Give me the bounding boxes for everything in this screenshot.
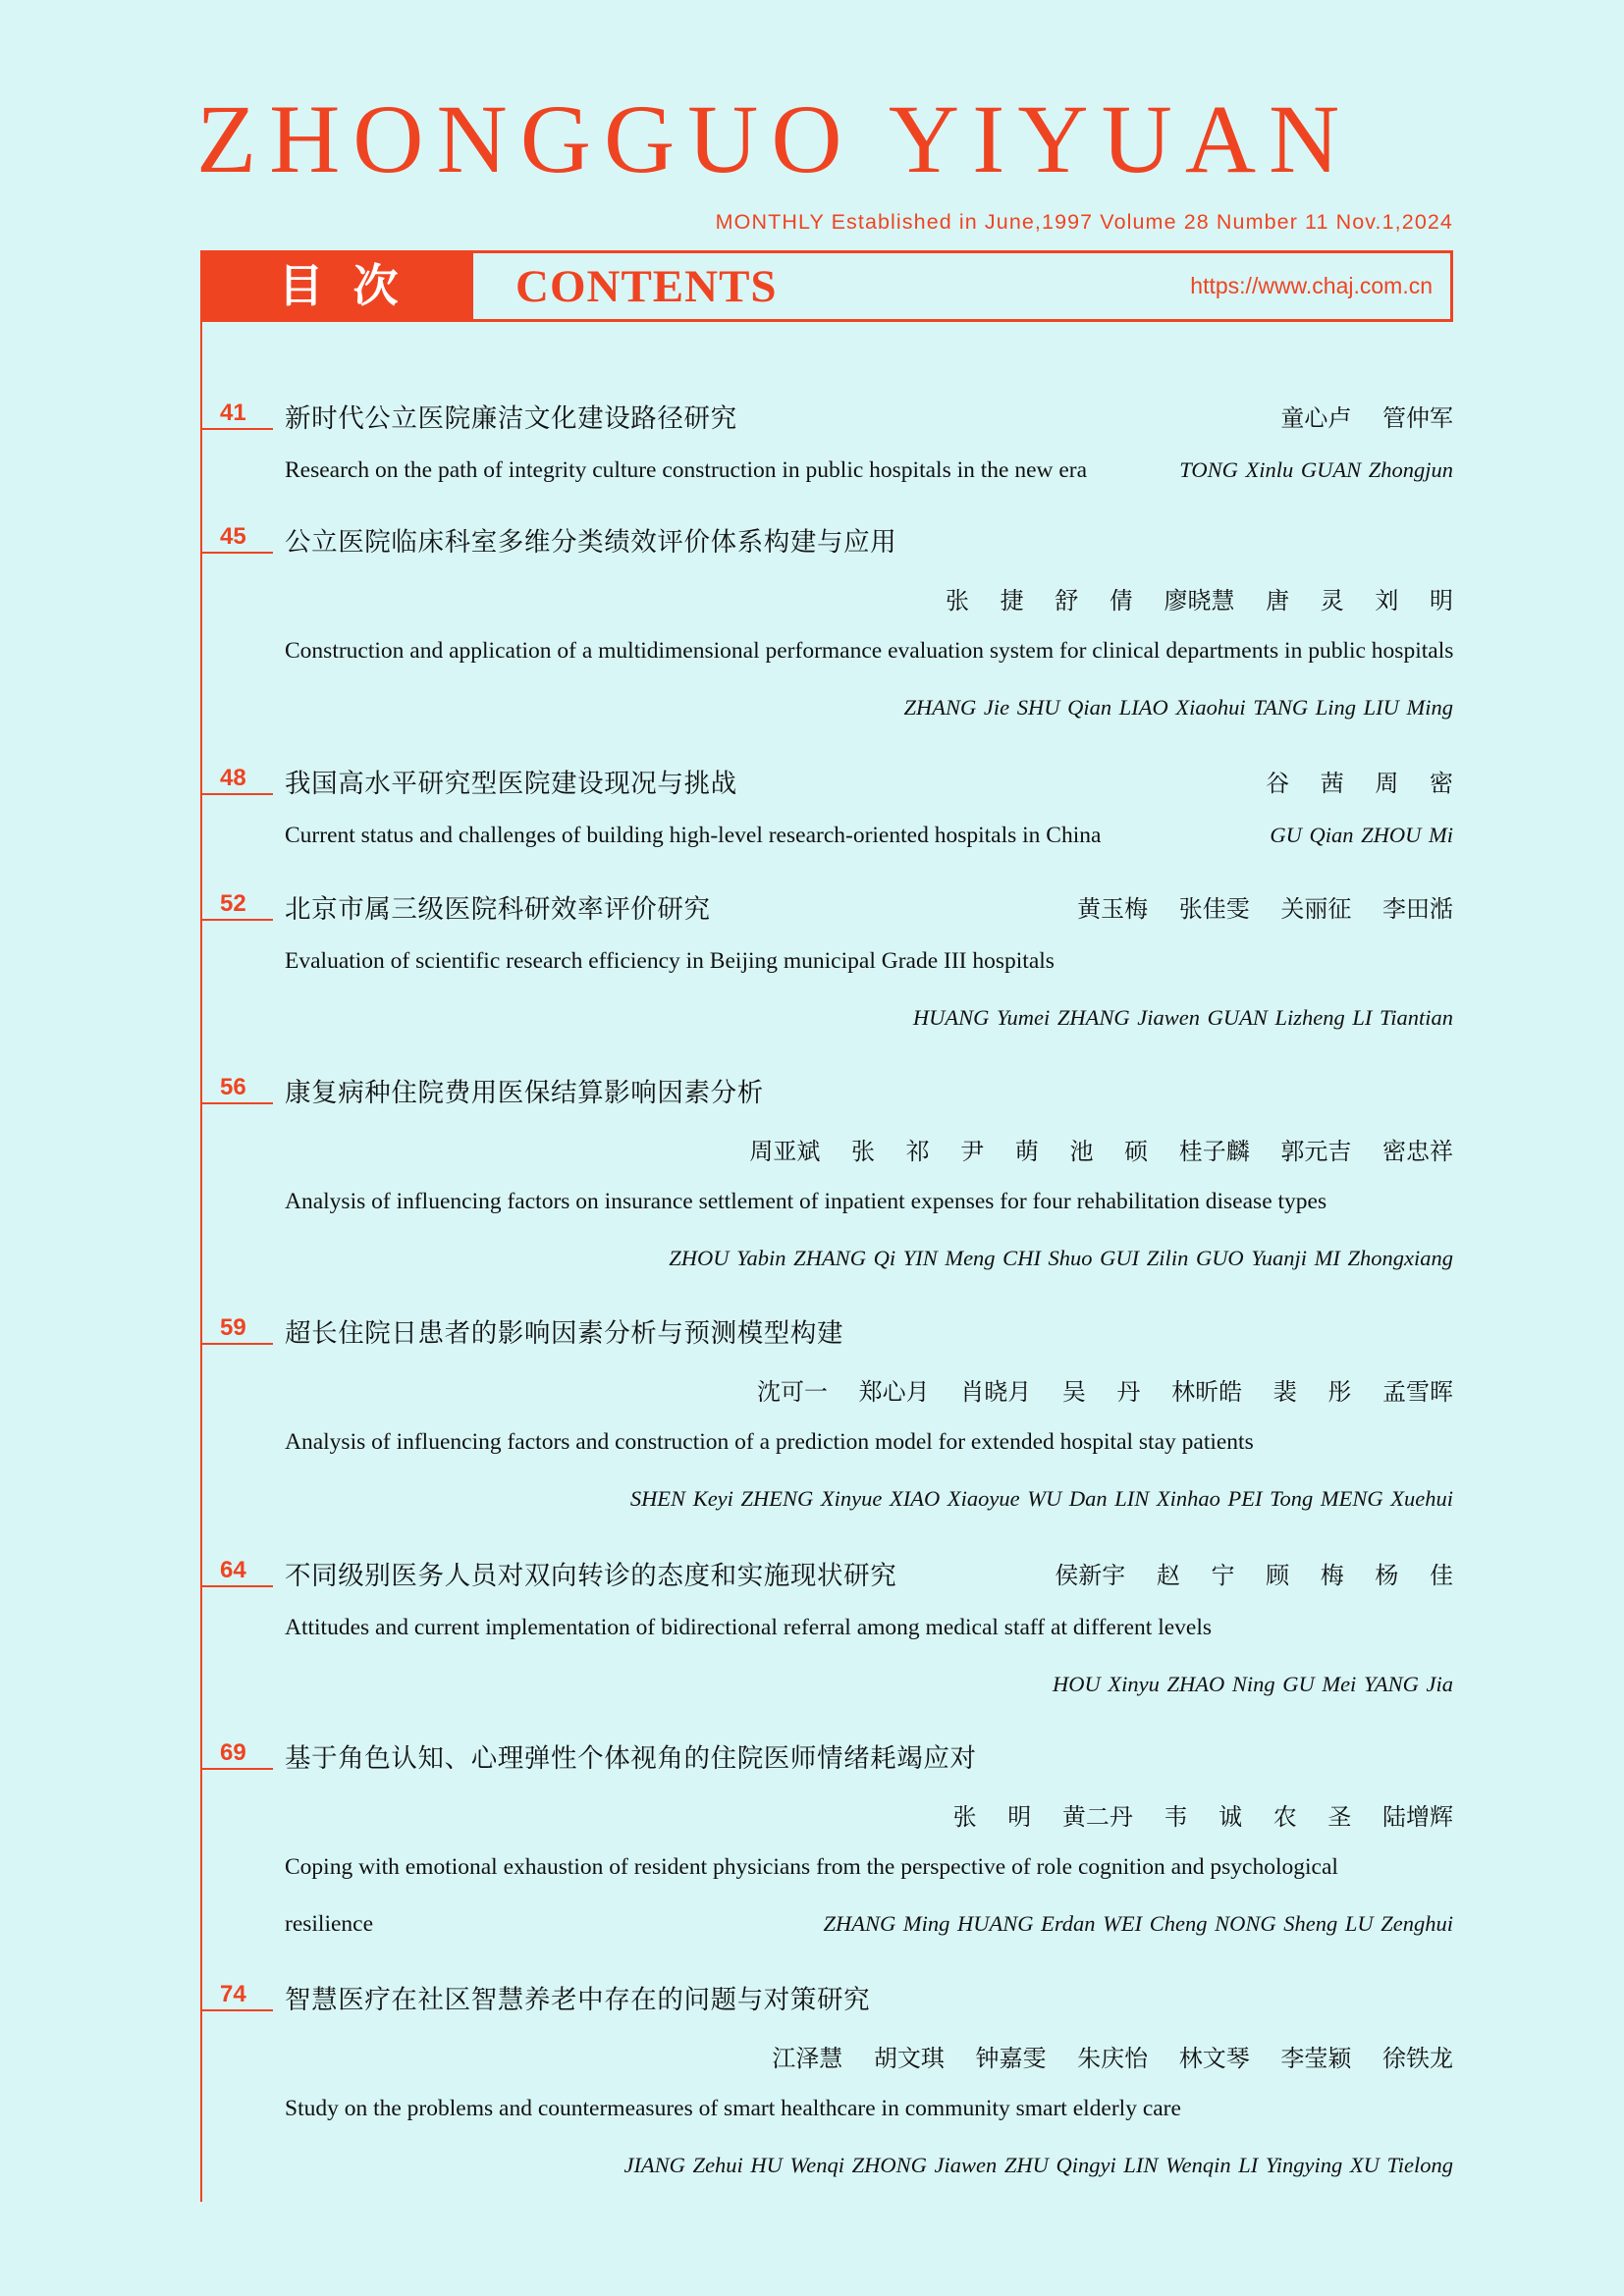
en-authors: SHEN Keyi ZHENG Xinyue XIAO Xiaoyue WU Dan LIN Xinhao PEI Tong MENG Xuehui bbox=[629, 1486, 1453, 1511]
en-title: Attitudes and current implementation of bidirectional referral among medical staff at different levels bbox=[285, 1615, 1213, 1640]
en-title: Research on the path of integrity culture construction in public hospitals in the new era bbox=[285, 457, 1088, 483]
page-number: 45 bbox=[200, 522, 273, 554]
cn-authors: 侯新宇 赵 宁 顾 梅 杨 佳 bbox=[1055, 1562, 1453, 1589]
en-title: Evaluation of scientific research efficiency in Beijing municipal Grade III hospitals bbox=[285, 948, 1055, 974]
cn-authors: 童心卢 管仲军 bbox=[1280, 404, 1453, 432]
journal-url-link[interactable]: https://www.chaj.com.cn bbox=[1190, 273, 1433, 298]
banner-cn-label: 目次 bbox=[203, 253, 473, 319]
page-number: 56 bbox=[200, 1073, 273, 1104]
en-title: Construction and application of a multidimensional performance evaluation system for clinical departments in public hospitals bbox=[285, 638, 1454, 664]
en-title: Coping with emotional exhaustion of resident physicians from the perspective of role cognition and psychological bbox=[285, 1854, 1338, 1880]
banner-en-label: CONTENTS bbox=[515, 261, 778, 312]
left-rule bbox=[200, 322, 202, 2202]
cn-authors: 沈可一 郑心月 肖晓月 吴 丹 林昕皓 裴 彤 孟雪晖 bbox=[756, 1378, 1453, 1406]
cn-authors: 黄玉梅 张佳雯 关丽征 李田湉 bbox=[1077, 895, 1453, 923]
cn-title: 超长住院日患者的影响因素分析与预测模型构建 bbox=[285, 1318, 844, 1349]
cn-authors: 江泽慧 胡文琪 钟嘉雯 朱庆怡 林文琴 李莹颖 徐铁龙 bbox=[772, 2045, 1453, 2072]
contents-banner bbox=[200, 250, 1453, 322]
en-title: Analysis of influencing factors on insurance settlement of inpatient expenses for four rehabilitation disease types bbox=[285, 1189, 1327, 1214]
en-authors: HUANG Yumei ZHANG Jiawen GUAN Lizheng LI Tiantian bbox=[912, 1005, 1453, 1030]
en-authors: JIANG Zehui HU Wenqi ZHONG Jiawen ZHU Qingyi LIN Wenqin LI Yingying XU Tielong bbox=[623, 2153, 1453, 2177]
page-number: 69 bbox=[200, 1738, 273, 1770]
en-authors: GU Qian ZHOU Mi bbox=[1270, 823, 1453, 847]
en-title-continuation: resilience bbox=[285, 1911, 374, 1937]
page-number: 74 bbox=[200, 1980, 273, 2011]
cn-authors: 谷 茜 周 密 bbox=[1266, 770, 1453, 797]
cn-title: 公立医院临床科室多维分类绩效评价体系构建与应用 bbox=[285, 527, 897, 558]
cn-title: 基于角色认知、心理弹性个体视角的住院医师情绪耗竭应对 bbox=[285, 1743, 977, 1774]
cn-title: 智慧医疗在社区智慧养老中存在的问题与对策研究 bbox=[285, 1985, 871, 2015]
en-authors: ZHANG Jie SHU Qian LIAO Xiaohui TANG Ling LIU Ming bbox=[903, 695, 1453, 720]
page-number: 48 bbox=[200, 764, 273, 795]
en-title: Current status and challenges of building high-level research-oriented hospitals in China bbox=[285, 823, 1102, 848]
en-authors: TONG Xinlu GUAN Zhongjun bbox=[1179, 457, 1453, 482]
cn-title: 新时代公立医院廉洁文化建设路径研究 bbox=[285, 403, 737, 434]
en-authors: ZHANG Ming HUANG Erdan WEI Cheng NONG Sheng LU Zenghui bbox=[823, 1911, 1453, 1936]
cn-title: 康复病种住院费用医保结算影响因素分析 bbox=[285, 1078, 764, 1108]
en-authors: HOU Xinyu ZHAO Ning GU Mei YANG Jia bbox=[1052, 1672, 1453, 1696]
cn-title: 北京市属三级医院科研效率评价研究 bbox=[285, 894, 711, 925]
page-number: 64 bbox=[200, 1556, 273, 1587]
en-title: Study on the problems and countermeasures of smart healthcare in community smart elderly care bbox=[285, 2096, 1181, 2121]
journal-masthead: ZHONGGUO YIYUAN bbox=[196, 84, 1353, 193]
en-authors: ZHOU Yabin ZHANG Qi YIN Meng CHI Shuo GUI Zilin GUO Yuanji MI Zhongxiang bbox=[669, 1246, 1453, 1270]
cn-title: 不同级别医务人员对双向转诊的态度和实施现状研究 bbox=[285, 1561, 897, 1591]
page-number: 59 bbox=[200, 1313, 273, 1345]
page-number: 41 bbox=[200, 399, 273, 430]
en-title: Analysis of influencing factors and construction of a prediction model for extended hospital stay patients bbox=[285, 1429, 1254, 1455]
cn-authors: 周亚斌 张 祁 尹 萌 池 硕 桂子麟 郭元吉 密忠祥 bbox=[749, 1138, 1453, 1165]
page-number: 52 bbox=[200, 889, 273, 921]
cn-authors: 张 明 黄二丹 韦 诚 农 圣 陆增辉 bbox=[952, 1803, 1453, 1831]
issue-info: MONTHLY Established in June,1997 Volume 28 Number 11 Nov.1,2024 bbox=[715, 210, 1453, 234]
cn-title: 我国高水平研究型医院建设现况与挑战 bbox=[285, 769, 737, 799]
cn-authors: 张 捷 舒 倩 廖晓慧 唐 灵 刘 明 bbox=[945, 587, 1453, 614]
